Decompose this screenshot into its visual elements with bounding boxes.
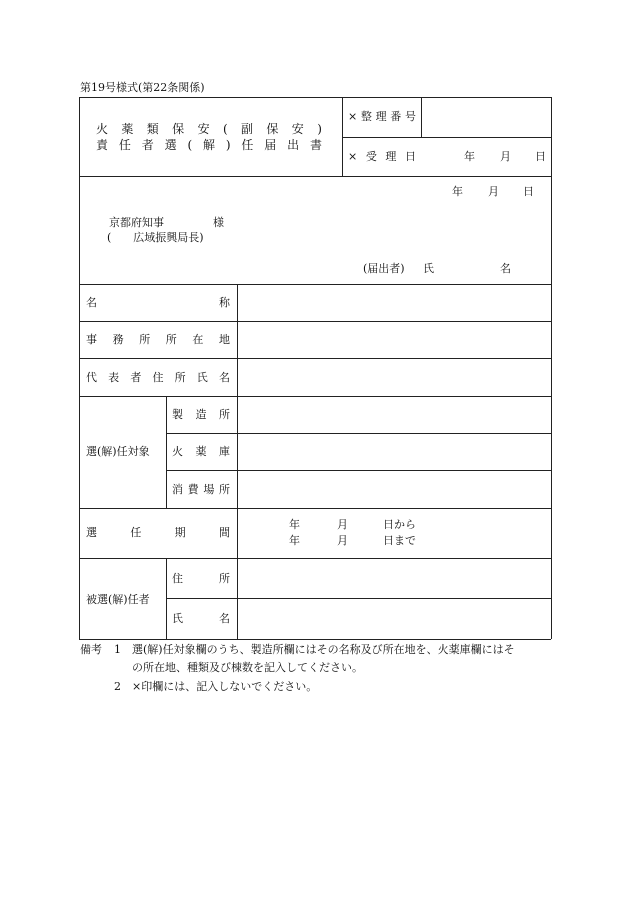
addressee-honorific: 様 (213, 216, 224, 229)
period-from-year-unit: 年 (289, 518, 300, 531)
juri-day-unit: 日 (535, 150, 546, 163)
note-1-number: 1 (114, 643, 121, 656)
seizosho-field[interactable] (238, 397, 550, 432)
juri-year-unit: 年 (464, 150, 475, 163)
meisho-label: 名 称 (86, 296, 230, 309)
submission-day-unit: 日 (523, 185, 534, 198)
notes-label: 備考 (80, 643, 102, 656)
shohi-basho-field[interactable] (238, 471, 550, 507)
person-jusho-field[interactable] (238, 559, 550, 597)
addressee-bureau-chief: ( 広域振興局長) (107, 231, 204, 244)
sennin-kikan-field[interactable] (238, 509, 550, 557)
submitter-label: (届出者) (363, 262, 405, 275)
target-group-divider (166, 396, 167, 508)
period-from-month-unit: 月 (337, 518, 348, 531)
kayakuko-label: 火 薬 庫 (172, 445, 230, 458)
form-title-line1: 火 薬 類 保 安 ( 副 保 安 ) (96, 122, 322, 136)
target-group-label: 選(解)任対象 (86, 445, 150, 458)
seizosho-label: 製 造 所 (172, 408, 230, 421)
juri-month-unit: 月 (500, 150, 511, 163)
submitter-name-label-1: 氏 (423, 262, 434, 275)
period-to-day-unit: 日まで (383, 534, 416, 547)
jusho-label: 住 所 (172, 572, 230, 585)
note-1-line-2: の所在地、種類及び棟数を記入してください。 (132, 661, 363, 674)
seiri-bango-field[interactable] (422, 98, 550, 136)
addressee-governor: 京都府知事 (109, 216, 164, 229)
jimusho-shozaichi-label: 事 務 所 所 在 地 (86, 333, 230, 346)
period-to-year-unit: 年 (289, 534, 300, 547)
submitter-name-label-2: 名 (500, 262, 511, 275)
submitter-name-field[interactable] (432, 258, 496, 278)
jimusho-shozaichi-field[interactable] (238, 322, 550, 357)
submission-month-unit: 月 (488, 185, 499, 198)
table-border-bottom (79, 639, 551, 640)
person-group-label: 被選(解)任者 (86, 593, 150, 606)
note-2-number: 2 (114, 680, 121, 693)
daihyosha-field[interactable] (238, 359, 550, 395)
title-bottom-line (79, 176, 551, 177)
person-shimei-field[interactable] (238, 599, 550, 638)
sennin-kikan-label: 選 任 期 間 (86, 526, 230, 539)
juri-bi-label: × 受 理 日 (348, 150, 416, 163)
seiri-bango-label: × 整 理 番 号 (348, 110, 416, 123)
person-group-divider (166, 558, 167, 639)
juri-date-field[interactable] (422, 138, 550, 175)
form-title-line2: 責 任 者 選 ( 解 ) 任 届 出 書 (96, 138, 322, 152)
form-number: 第19号様式(第22条関係) (80, 81, 205, 94)
submission-year-unit: 年 (452, 185, 463, 198)
period-from-day-unit: 日から (383, 518, 416, 531)
period-to-month-unit: 月 (337, 534, 348, 547)
shohi-basho-label: 消 費 場 所 (172, 483, 230, 496)
table-border-right (551, 97, 552, 639)
note-2-text: ×印欄には、記入しないでください。 (132, 680, 318, 693)
note-1-line-1: 選(解)任対象欄のうち、製造所欄にはその名称及び所在地を、火薬庫欄にはそ (132, 643, 515, 656)
meisho-field[interactable] (238, 285, 550, 320)
shimei-label: 氏 名 (172, 612, 230, 625)
kayakuko-field[interactable] (238, 434, 550, 469)
daihyosha-label: 代 表 者 住 所 氏 名 (86, 371, 230, 384)
